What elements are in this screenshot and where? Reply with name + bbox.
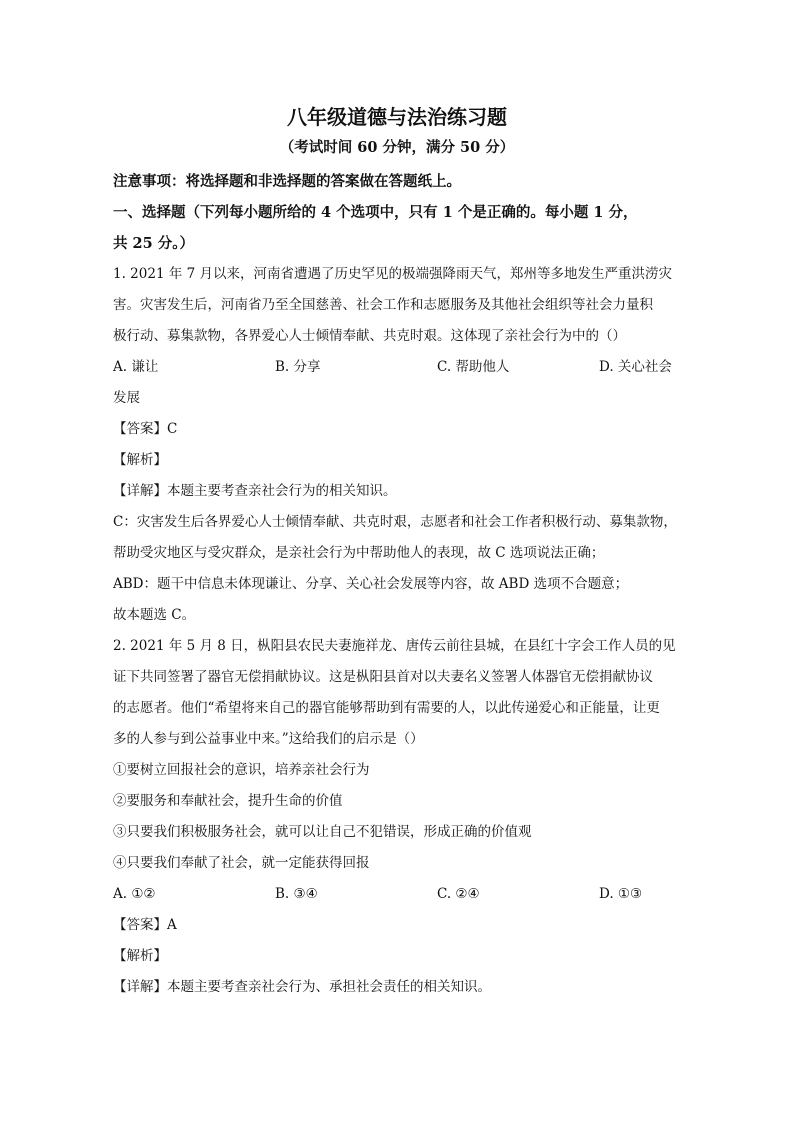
section-heading-line-1: 一、选择题（下列每小题所给的 4 个选项中，只有 1 个是正确的。每小题 1 分，: [113, 204, 638, 221]
q2-statement-2: ②要服务和奉献社会，提升生命的价值: [113, 793, 343, 809]
question-1: [113, 259, 681, 631]
q2-stem-line: 2. 2021 年 5 月 8 日，枞阳县农民夫妻施祥龙、唐传云前往县城，在县红十字会工作人员的见: [113, 638, 676, 654]
q2-analysis-label: 【解析】: [113, 948, 167, 964]
q2-statement-1: ①要树立回报社会的意识，培养亲社会行为: [113, 762, 370, 778]
q1-answer: 【答案】C: [113, 421, 178, 437]
page-subtitle: （考试时间 60 分钟，满分 50 分）: [279, 139, 515, 156]
q1-option-d: D. 关心社会: [599, 359, 672, 375]
q2-options: [113, 879, 681, 910]
q1-explain-line: 帮助受灾地区与受灾群众，是亲社会行为中帮助他人的表现，故 C 选项说法正确；: [113, 545, 605, 561]
q2-stem-line: 证下共同签署了器官无偿捐献协议。这是枞阳县首对以夫妻名义签署人体器官无偿捐献协议: [113, 669, 653, 685]
q2-option-b: B. ③④: [275, 886, 318, 902]
q1-stem-line: 极行动、募集款物，各界爱心人士倾情奉献、共克时艰。这体现了亲社会行为中的（）: [113, 328, 626, 344]
document-page: [113, 100, 681, 1003]
page-title: 八年级道德与法治练习题: [287, 105, 507, 129]
section-heading-line-2: 共 25 分。）: [113, 235, 195, 252]
q2-detail: 【详解】本题主要考查亲社会行为、承担社会责任的相关知识。: [113, 979, 491, 995]
q1-explain-line: C：灾害发生后各界爱心人士倾情奉献、共克时艰，志愿者和社会工作者积极行动、募集款物，: [113, 514, 677, 530]
q1-explain-line: ABD：题干中信息未体现谦让、分享、关心社会发展等内容，故 ABD 选项不合题意；: [113, 576, 629, 592]
q1-stem-line: 害。灾害发生后，河南省乃至全国慈善、社会工作和志愿服务及其他社会组织等社会力量积: [113, 297, 653, 313]
question-2: [113, 631, 681, 1003]
q2-statement-3: ③只要我们积极服务社会，就可以让自己不犯错误，形成正确的价值观: [113, 824, 532, 840]
q1-option-a: A. 谦让: [113, 359, 159, 375]
q2-option-c: C. ②④: [437, 886, 480, 902]
q2-option-a: A. ①②: [113, 886, 156, 902]
q2-answer: 【答案】A: [113, 917, 177, 933]
q2-option-d: D. ①③: [599, 886, 643, 902]
q2-stem-line: 多的人参与到公益事业中来。”这给我们的启示是（）: [113, 731, 424, 747]
q1-option-d-continued: 发展: [113, 390, 140, 406]
q2-stem-line: 的志愿者。他们“希望将来自己的器官能够帮助到有需要的人，以此传递爱心和正能量，让更: [113, 700, 660, 716]
q1-option-b: B. 分享: [275, 359, 321, 375]
q1-explain-line: 故本题选 C。: [113, 607, 196, 623]
q1-options: [113, 352, 681, 383]
q1-analysis-label: 【解析】: [113, 452, 167, 468]
q2-statement-4: ④只要我们奉献了社会，就一定能获得回报: [113, 855, 370, 871]
q1-option-c: C. 帮助他人: [437, 359, 510, 375]
q1-stem-line: 1. 2021 年 7 月以来，河南省遭遇了历史罕见的极端强降雨天气，郑州等多地发生严重洪涝灾: [113, 266, 672, 282]
q1-detail: 【详解】本题主要考查亲社会行为的相关知识。: [113, 483, 397, 499]
notice: 注意事项：将选择题和非选择题的答案做在答题纸上。: [113, 173, 461, 190]
